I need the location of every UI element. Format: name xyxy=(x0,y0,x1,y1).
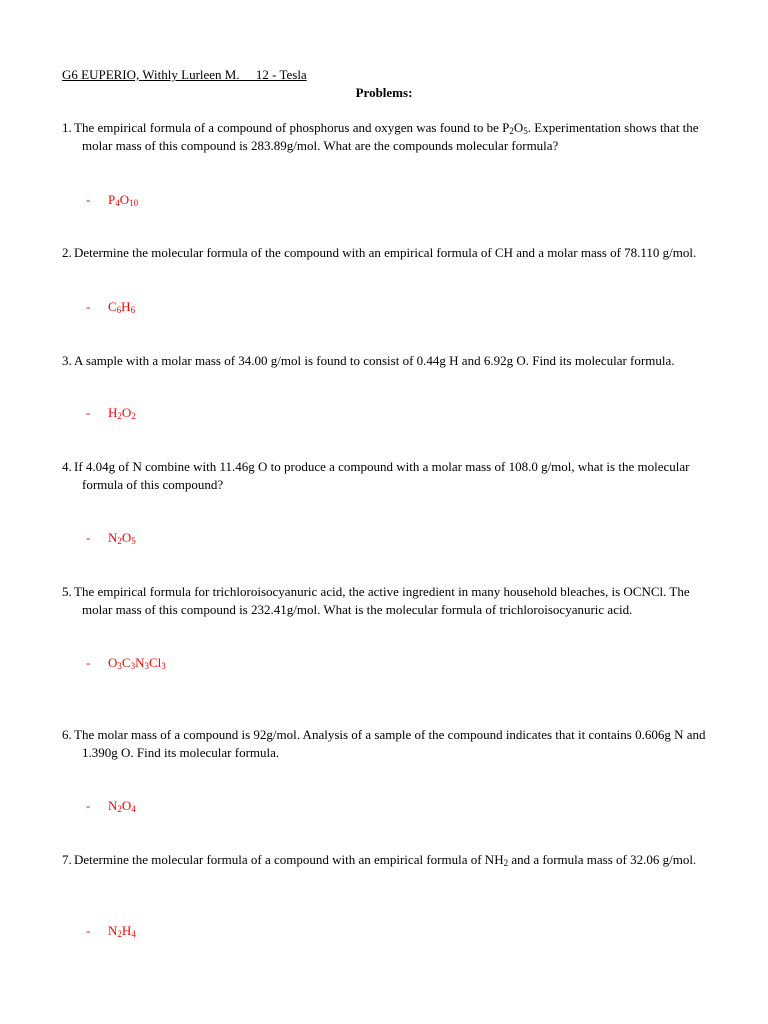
problem-number: 2. xyxy=(62,245,72,260)
problem-number: 1. xyxy=(62,120,72,135)
answer-1 xyxy=(86,191,138,209)
problem-text: A sample with a molar mass of 34.00 g/mol is found to consist of 0.44g H and 6.92g O. Find its molecular formula. xyxy=(74,353,675,368)
page-title: Problems: xyxy=(355,85,413,100)
problem-text: The molar mass of a compound is 92g/mol. Analysis of a sample of the compound indicates that it contains 0.606g N and 1.390g O. Find its molecular formula. xyxy=(74,727,706,760)
problem-number: 4. xyxy=(62,459,72,474)
answer-formula: $O_3C_3N_3Cl_3$ xyxy=(108,655,166,671)
problem-text: The empirical formula of a compound of phosphorus and oxygen was found to be $P_2O_5$. Experimentation shows that the molar mass of this compound is 283.89g/mol. What are the compounds molecular formula? xyxy=(74,120,699,153)
answer-formula: $P_4O_{10}$ xyxy=(108,192,139,208)
student-header: G6 EUPERIO, Withly Lurleen M. 12 - Tesla xyxy=(62,67,307,82)
answer-7 xyxy=(86,922,136,940)
answer-formula: $N_2H_4$ xyxy=(108,923,136,939)
answer-bullet: - xyxy=(86,923,91,938)
problem-number: 3. xyxy=(62,353,72,368)
answer-formula: $N_2O_5$ xyxy=(108,530,136,546)
answer-bullet: - xyxy=(86,405,91,420)
problem-number: 5. xyxy=(62,584,72,599)
problem-number: 7. xyxy=(62,852,72,867)
answer-formula: $H_2O_2$ xyxy=(108,405,136,421)
answer-4 xyxy=(86,529,136,547)
answer-3 xyxy=(86,404,136,422)
answer-bullet: - xyxy=(86,192,91,207)
problem-number: 6. xyxy=(62,727,72,742)
problem-text: If 4.04g of N combine with 11.46g O to produce a compound with a molar mass of 108.0 g/mol, what is the molecular formula of this compound? xyxy=(74,459,690,492)
answer-2 xyxy=(86,298,135,316)
answer-formula: $C_6H_6$ xyxy=(108,299,136,315)
answer-bullet: - xyxy=(86,299,91,314)
problem-text: Determine the molecular formula of a compound with an empirical formula of $NH_2$ and a formula mass of 32.06 g/mol. xyxy=(74,852,697,868)
answer-5 xyxy=(86,654,166,672)
problem-text: Determine the molecular formula of the compound with an empirical formula of CH and a molar mass of 78.110 g/mol. xyxy=(74,245,697,260)
answer-bullet: - xyxy=(86,798,91,813)
answer-formula: $N_2O_4$ xyxy=(108,798,136,814)
answer-bullet: - xyxy=(86,655,91,670)
answer-6 xyxy=(86,797,136,815)
answer-bullet: - xyxy=(86,530,91,545)
problem-text: The empirical formula for trichloroisocyanuric acid, the active ingredient in many household bleaches, is OCNCl. The molar mass of this compound is 232.41g/mol. What is the molecular formula of trichloroisocyanuric acid. xyxy=(74,584,690,617)
